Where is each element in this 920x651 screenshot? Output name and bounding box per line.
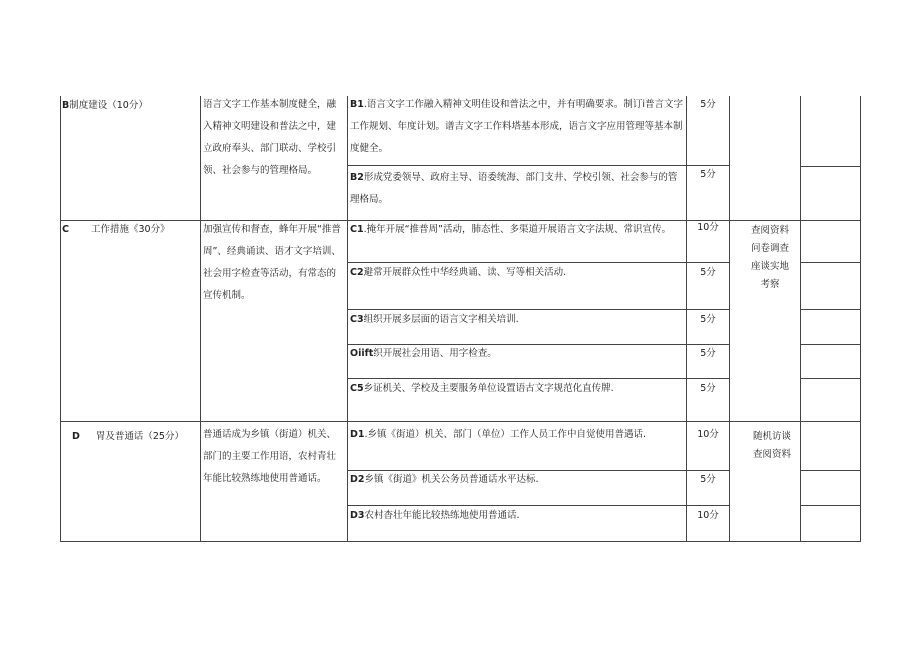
table-rule [800,344,861,345]
item-c4: Oiift织开展社会用语、用字检查。 [350,348,497,359]
item-d2: D2乡镇《街道》机关公务员普通话水平达标. [350,474,539,485]
score-c3: 5分 [700,314,716,325]
table-rule [729,96,730,542]
score-d2: 5分 [700,474,716,485]
table-rule [60,541,861,542]
standard-d: 普通话成为乡镇（街道）机关、部门的主要工作用语，农村青壮年能比较熟练地使用普通话。 [203,429,337,484]
table-rule [60,421,861,422]
item-b1: B1.语言文字工作融入精神文明佳设和普法之中，并有明确要求。制订i普言文字工作规划、年度计划。谱吉文字工作料塔基本形成，语言文字应用管理等基本制度健全。 [350,99,684,154]
item-d1: D1.乡镇《街道）机关、部门（单位）工作人员工作中自觉使用普遇话. [350,429,647,440]
table-rule [200,96,201,542]
table-rule [800,470,861,471]
table-rule [347,165,730,166]
table-rule [800,378,861,379]
item-d3: D3农村杳壮年能比较热练地使用普通话. [350,510,520,521]
item-c3: C3组织开展多层面的语言文字相关培训. [350,314,519,325]
item-c1: C1.掩年开展“推普周”活动，肺态性、多渠道开展语言文字法规、常识宣传。 [350,224,671,235]
table-rule [800,166,861,167]
item-b2: B2形成党委领导、政府主导、语委统海、部门支井、学校引领、社会参与的管理格局。 [350,172,678,205]
category-d: D 胃及普通话（25分） [72,431,184,442]
score-c1: 10分 [697,222,719,233]
table-rule [347,96,348,542]
score-d3: 10分 [697,510,719,521]
score-c4: 5分 [700,348,716,359]
item-c5: C5乡证机关、学校及主要服务单位设置语古文字规范化直传牌. [350,383,614,394]
table-rule [800,96,801,542]
score-b2: 5分 [700,169,716,180]
score-c2: 5分 [700,267,716,278]
table-rule [60,96,61,542]
table-rule [800,505,861,506]
category-c: C 工作措施《30分》 [62,224,170,235]
table-rule [800,309,861,310]
table-rule [686,96,687,542]
score-d1: 10分 [697,429,719,440]
table-rule [800,262,861,263]
standard-c: 加强宣传和督查，蜂年开展“推普周”、经典诵读、语才文字培训、社会用字检查等活动，有常态的宣传机制。 [203,224,341,301]
item-c2: C2避常开展群众性中华经典诵、读、写等相关活动. [350,267,567,278]
method-c: 查阅资料问卷调查座谈实地考察 [750,225,789,290]
score-b1: 5分 [700,99,716,110]
method-d: 随机访谈查阅资料 [752,431,791,460]
category-b: B制度建设（10分） [62,100,148,111]
standard-b: 语言文字工作基本制度健全，融入精神文明建设和普法之中，建立政府奉头、部门联动、学校引领、社会参与的管理格局。 [203,99,337,176]
score-c5: 5分 [700,383,716,394]
table-rule [860,96,861,542]
